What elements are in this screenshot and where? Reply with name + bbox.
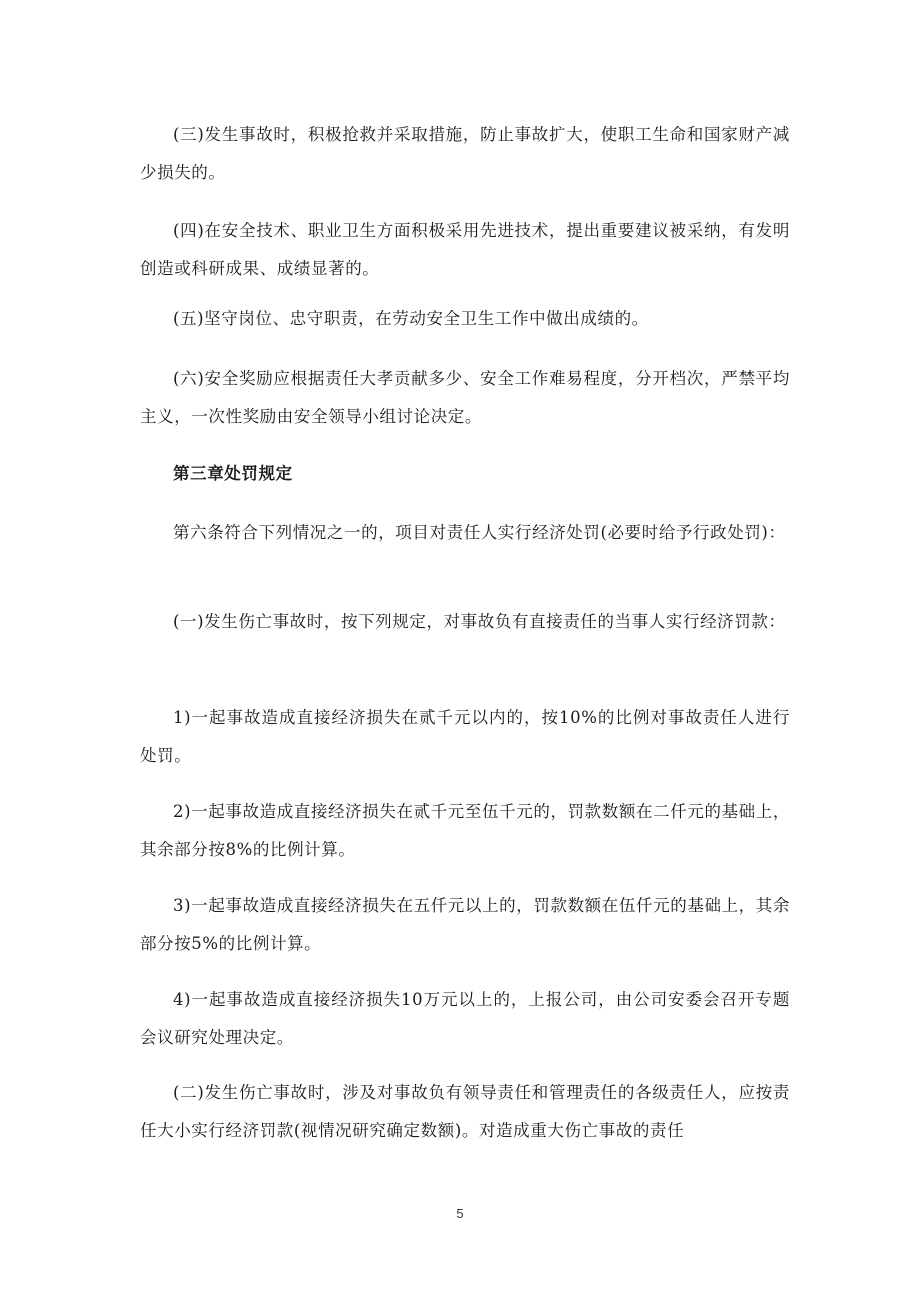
penalty-rule-4: 4)一起事故造成直接经济损失10万元以上的，上报公司，由公司安委会召开专题会议研究处理决定。 bbox=[140, 990, 790, 1047]
paragraph-item-3: (三)发生事故时，积极抢救并采取措施，防止事故扩大，使职工生命和国家财产减少损失的。 bbox=[140, 125, 790, 182]
article-six: 第六条符合下列情况之一的，项目对责任人实行经济处罚(必要时给予行政处罚)： bbox=[173, 523, 786, 542]
penalty-rule-3: 3)一起事故造成直接经济损失在五仟元以上的，罚款数额在伍仟元的基础上，其余部分按5%的比例计算。 bbox=[140, 896, 790, 953]
paragraph-item-5: (五)坚守岗位、忠守职责，在劳动安全卫生工作中做出成绩的。 bbox=[173, 309, 649, 328]
penalty-rule-1: 1)一起事故造成直接经济损失在贰千元以内的，按10%的比例对事故责任人进行处罚。 bbox=[140, 708, 790, 765]
paragraph-item-2: (二)发生伤亡事故时，涉及对事故负有领导责任和管理责任的各级责任人，应按责任大小实行经济罚款(视情况研究确定数额)。对造成重大伤亡事故的责任 bbox=[140, 1083, 790, 1140]
paragraph-item-6: (六)安全奖励应根据责任大孝贡献多少、安全工作难易程度，分开档次，严禁平均主义，一次性奖励由安全领导小组讨论决定。 bbox=[140, 369, 790, 426]
paragraph-item-1: (一)发生伤亡事故时，按下列规定，对事故负有直接责任的当事人实行经济罚款： bbox=[173, 612, 786, 631]
page-number: 5 bbox=[456, 1206, 464, 1221]
paragraph-item-4: (四)在安全技术、职业卫生方面积极采用先进技术，提出重要建议被采纳，有发明创造或科研成果、成绩显著的。 bbox=[140, 221, 790, 278]
chapter-heading: 第三章处罚规定 bbox=[173, 464, 293, 483]
penalty-rule-2: 2)一起事故造成直接经济损失在贰千元至伍千元的，罚款数额在二仟元的基础上，其余部分按8%的比例计算。 bbox=[140, 802, 790, 859]
